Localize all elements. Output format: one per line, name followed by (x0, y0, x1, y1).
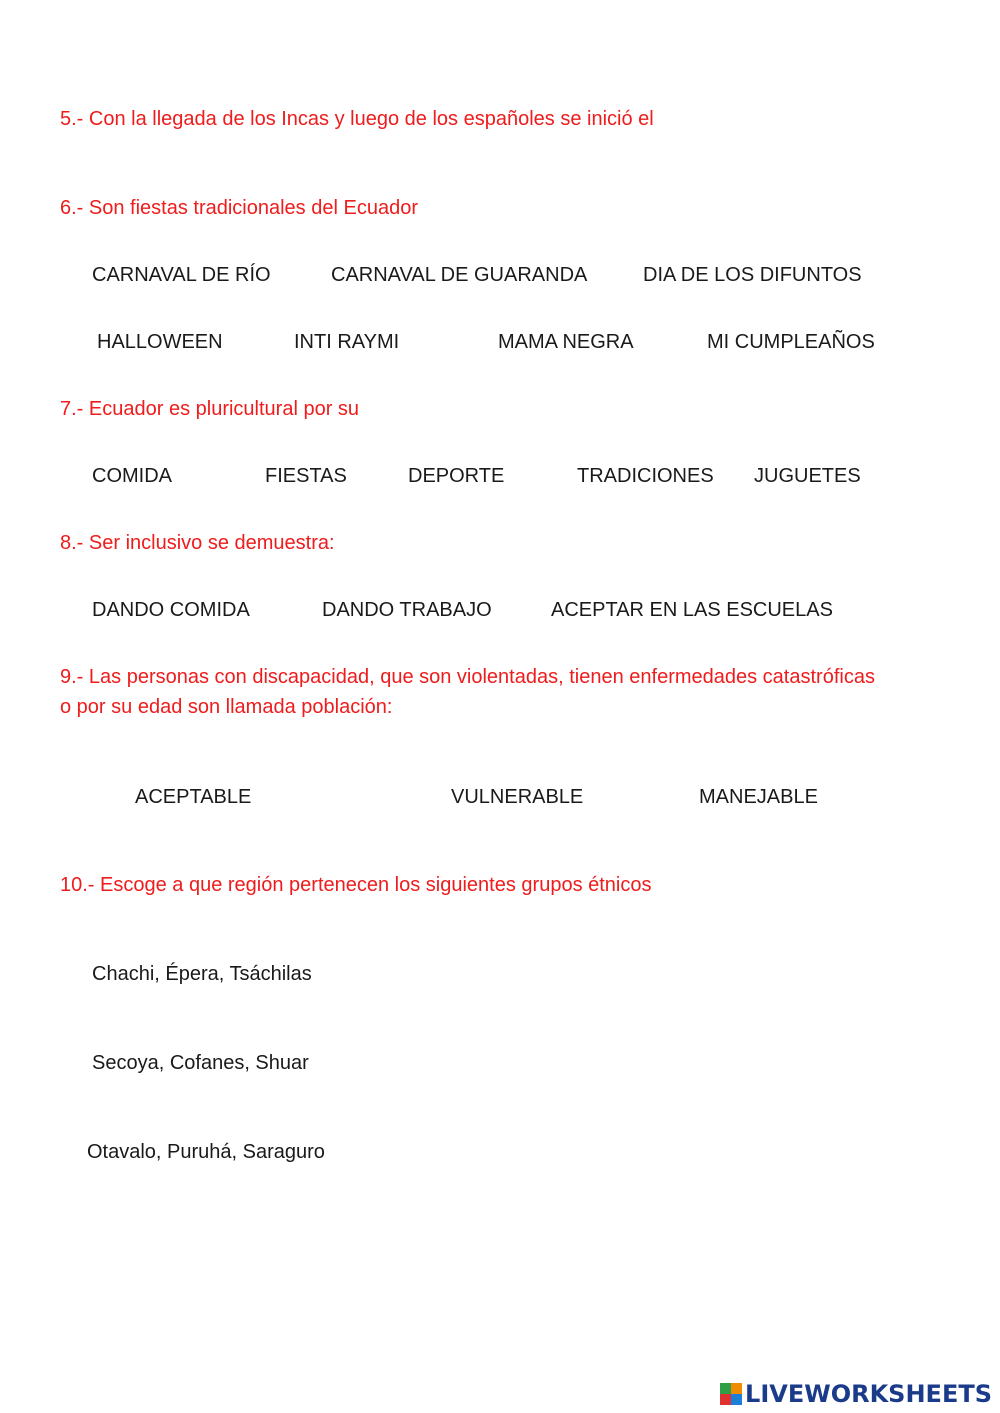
liveworksheets-wordmark: LIVEWORKSHEETS (745, 1380, 992, 1408)
option-q8-dando-trabajo[interactable]: DANDO TRABAJO (322, 599, 492, 621)
liveworksheets-logo-icon (720, 1383, 742, 1405)
option-q6-mi-cumpleanos[interactable]: MI CUMPLEAÑOS (707, 331, 875, 353)
option-q6-mama-negra[interactable]: MAMA NEGRA (498, 331, 634, 353)
logo-tile (720, 1383, 731, 1394)
option-q8-dando-comida[interactable]: DANDO COMIDA (92, 599, 250, 621)
option-q6-dia-de-los-difuntos[interactable]: DIA DE LOS DIFUNTOS (643, 264, 862, 286)
question-9-line-2: o por su edad son llamada población: (60, 696, 393, 718)
question-10: 10.- Escoge a que región pertenecen los siguientes grupos étnicos (60, 874, 652, 896)
ethnic-group-item: Otavalo, Puruhá, Saraguro (87, 1141, 325, 1163)
logo-tile (720, 1394, 731, 1405)
question-5: 5.- Con la llegada de los Incas y luego de los españoles se inició el (60, 108, 654, 130)
option-q9-manejable[interactable]: MANEJABLE (699, 786, 818, 808)
question-9-line-1: 9.- Las personas con discapacidad, que son violentadas, tienen enfermedades catastróficas (60, 666, 875, 688)
option-q9-aceptable[interactable]: ACEPTABLE (135, 786, 252, 808)
option-q7-deporte[interactable]: DEPORTE (408, 465, 505, 487)
question-6: 6.- Son fiestas tradicionales del Ecuador (60, 197, 418, 219)
option-q7-juguetes[interactable]: JUGUETES (754, 465, 861, 487)
option-q8-aceptar-en-las-escuelas[interactable]: ACEPTAR EN LAS ESCUELAS (551, 599, 833, 621)
question-7: 7.- Ecuador es pluricultural por su (60, 398, 360, 420)
option-q6-carnaval-de-guaranda[interactable]: CARNAVAL DE GUARANDA (331, 264, 588, 286)
liveworksheets-logo (720, 1381, 992, 1407)
logo-tile (731, 1394, 742, 1405)
option-q7-comida[interactable]: COMIDA (92, 465, 172, 487)
option-q9-vulnerable[interactable]: VULNERABLE (451, 786, 584, 808)
option-q6-halloween[interactable]: HALLOWEEN (97, 331, 223, 353)
ethnic-group-item: Chachi, Épera, Tsáchilas (92, 963, 312, 985)
option-q6-carnaval-de-rio[interactable]: CARNAVAL DE RÍO (92, 264, 271, 286)
question-8: 8.- Ser inclusivo se demuestra: (60, 532, 335, 554)
option-q7-fiestas[interactable]: FIESTAS (265, 465, 347, 487)
option-q7-tradiciones[interactable]: TRADICIONES (577, 465, 714, 487)
option-q6-inti-raymi[interactable]: INTI RAYMI (294, 331, 400, 353)
logo-tile (731, 1383, 742, 1394)
ethnic-group-item: Secoya, Cofanes, Shuar (92, 1052, 309, 1074)
